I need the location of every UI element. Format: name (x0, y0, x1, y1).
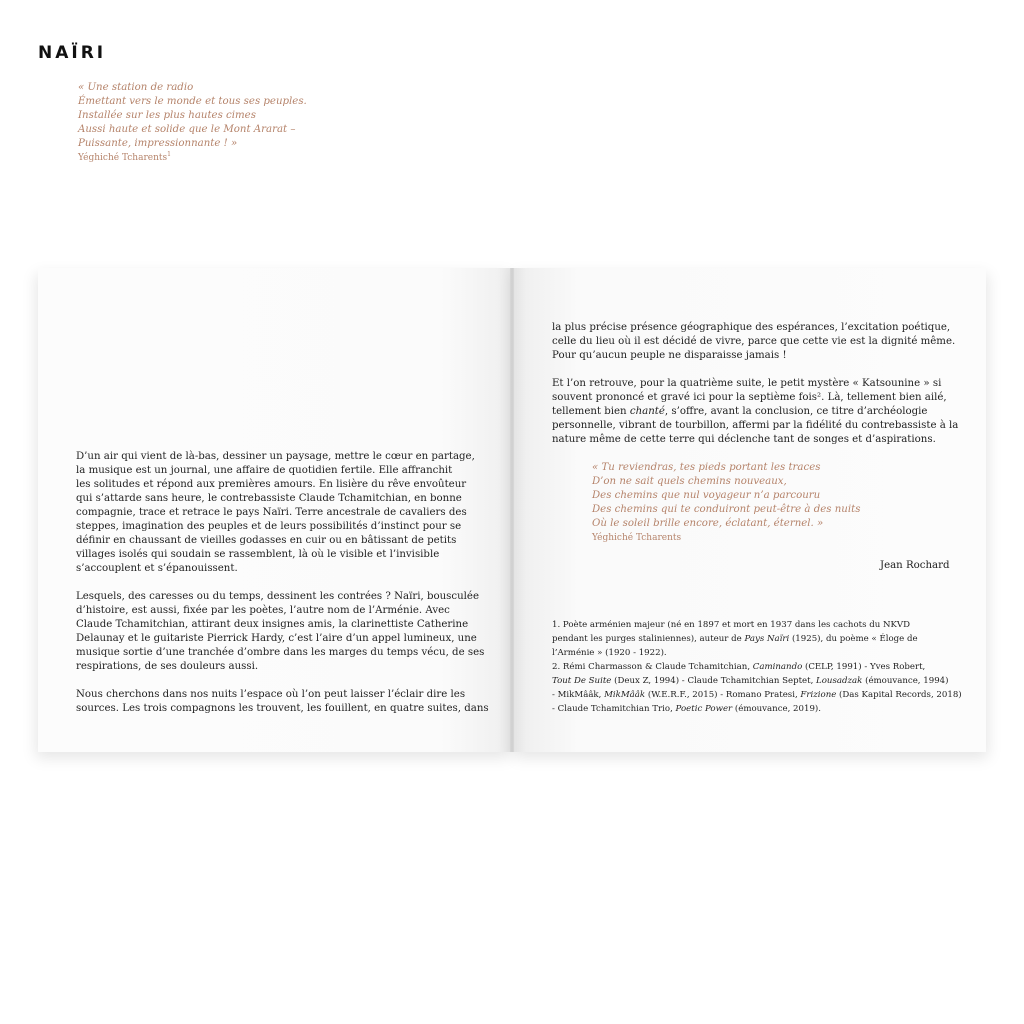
footnote-line: l’Arménie » (1920 - 1922). (552, 648, 667, 658)
text-line: souvent prononcé et gravé ici pour la septième fois². Là, tellement bien ailé, (552, 392, 947, 403)
text-line: musique sortie d’une tranchée d’ombre dans les marges du temps vécu, de ses (76, 647, 485, 658)
epigraph-line: Où le soleil brille encore, éclatant, éternel. » (592, 518, 824, 529)
epigraph-line: Émettant vers le monde et tous ses peuples. (78, 96, 307, 107)
footnotes (552, 618, 962, 716)
text-line: D’un air qui vient de là-bas, dessiner un paysage, mettre le cœur en partage, (76, 451, 475, 462)
page-title: NAÏRI (38, 43, 107, 63)
text-line: personnelle, vibrant de tourbillon, affermi par la fidélité du contrebassiste à la (552, 420, 959, 431)
text-line-with-emphasis: tellement bien chanté, s’offre, avant la conclusion, ce titre d’archéologie (552, 406, 928, 417)
left-body (76, 450, 489, 730)
italic-title: Lousadzak (816, 676, 863, 686)
italic-title: MikMââk (604, 690, 646, 700)
paragraph (552, 321, 958, 363)
paragraph (76, 450, 489, 576)
text-line: respirations, de ses douleurs aussi. (76, 661, 259, 672)
text-line: s’accouplent et s’épanouissent. (76, 563, 238, 574)
paragraph (76, 590, 489, 674)
text-line: la musique est un journal, une affaire de quotidien fertile. Elle affranchit (76, 465, 453, 476)
epigraph-line: D’on ne sait quels chemins nouveaux, (592, 476, 787, 487)
paragraph (552, 377, 958, 447)
epigraph-line: Installée sur les plus hautes cimes (78, 110, 256, 121)
book-gutter (510, 268, 514, 752)
italic-title: chanté (629, 406, 665, 417)
epigraph-author (78, 151, 307, 165)
text-line: qui s’attarde sans heure, le contrebassiste Claude Tchamitchian, en bonne (76, 493, 462, 504)
epigraph-line: Des chemins que nul voyageur n’a parcouru (592, 490, 821, 501)
italic-title: Frizione (800, 690, 837, 700)
right-epigraph (592, 461, 860, 545)
text-line: compagnie, trace et retrace le pays Naïri. Terre ancestrale de cavaliers des (76, 507, 467, 518)
right-body (552, 321, 958, 461)
italic-title: Poetic Power (675, 704, 733, 714)
epigraph-line: Puissante, impressionnante ! » (78, 138, 238, 149)
text-line: Et l’on retrouve, pour la quatrième suite, le petit mystère « Katsounine » si (552, 378, 942, 389)
epigraph-line: « Une station de radio (78, 82, 194, 93)
text-line: sources. Les trois compagnons les trouvent, les fouillent, en quatre suites, dans (76, 703, 489, 714)
text-line: Pour qu’aucun peuple ne disparaisse jamais ! (552, 350, 787, 361)
epigraph-line: Aussi haute et solide que le Mont Ararat – (78, 124, 296, 135)
paragraph (76, 688, 489, 716)
signature: Jean Rochard (880, 560, 950, 571)
left-epigraph (78, 81, 307, 165)
epigraph-line: Des chemins qui te conduiront peut-être à des nuits (592, 504, 861, 515)
italic-title: Caminando (752, 662, 803, 672)
footnote-line: pendant les purges staliniennes), auteur de Pays Naïri (1925), du poème « Éloge de (552, 634, 918, 644)
epigraph-author: Yéghiché Tcharents (592, 533, 682, 543)
footnote-line: - MikMââk, MikMââk (W.E.R.F., 2015) - Romano Pratesi, Frizione (Das Kapital Records, 2018) (552, 690, 962, 700)
text-line: d’histoire, est aussi, fixée par les poètes, l’autre nom de l’Arménie. Avec (76, 605, 450, 616)
epigraph-author-name: Yéghiché Tcharents (78, 153, 168, 163)
text-line: nature même de cette terre qui déclenche tant de songes et d’aspirations. (552, 434, 936, 445)
epigraph-line: « Tu reviendras, tes pieds portant les traces (592, 462, 821, 473)
footnote-ref: 1 (167, 151, 171, 158)
italic-title: Pays Naïri (744, 634, 790, 644)
text-line: steppes, imagination des peuples et de leurs possibilités d’instinct pour se (76, 521, 462, 532)
text-line: les solitudes et répond aux premières amours. En lisière du rêve envoûteur (76, 479, 467, 490)
italic-title: Tout De Suite (552, 676, 612, 686)
footnote-line: 1. Poète arménien majeur (né en 1897 et mort en 1937 dans les cachots du NKVD (552, 620, 911, 630)
text-line: Lesquels, des caresses ou du temps, dessinent les contrées ? Naïri, bousculée (76, 591, 479, 602)
text-line: Claude Tchamitchian, attirant deux insignes amis, la clarinettiste Catherine (76, 619, 469, 630)
footnote-line: Tout De Suite (Deux Z, 1994) - Claude Tchamitchian Septet, Lousadzak (émouvance, 1994) (552, 676, 949, 686)
text-line: celle du lieu où il est décidé de vivre, parce que cette vie est la dignité même. (552, 336, 956, 347)
footnote-line: 2. Rémi Charmasson & Claude Tchamitchian, Caminando (CELP, 1991) - Yves Robert, (552, 662, 926, 672)
text-line: la plus précise présence géographique des espérances, l’excitation poétique, (552, 322, 951, 333)
text-line: définir en chaussant de vieilles godasses en cuir ou en bâtissant de petits (76, 535, 457, 546)
footnote-line: - Claude Tchamitchian Trio, Poetic Power (émouvance, 2019). (552, 704, 822, 714)
text-line: villages isolés qui soudain se rassemblent, là où le visible et l’invisible (76, 549, 440, 560)
text-line: Nous cherchons dans nos nuits l’espace où l’on peut laisser l’éclair dire les (76, 689, 466, 700)
text-line: Delaunay et le guitariste Pierrick Hardy, c’est l’aire d’un appel lumineux, une (76, 633, 477, 644)
